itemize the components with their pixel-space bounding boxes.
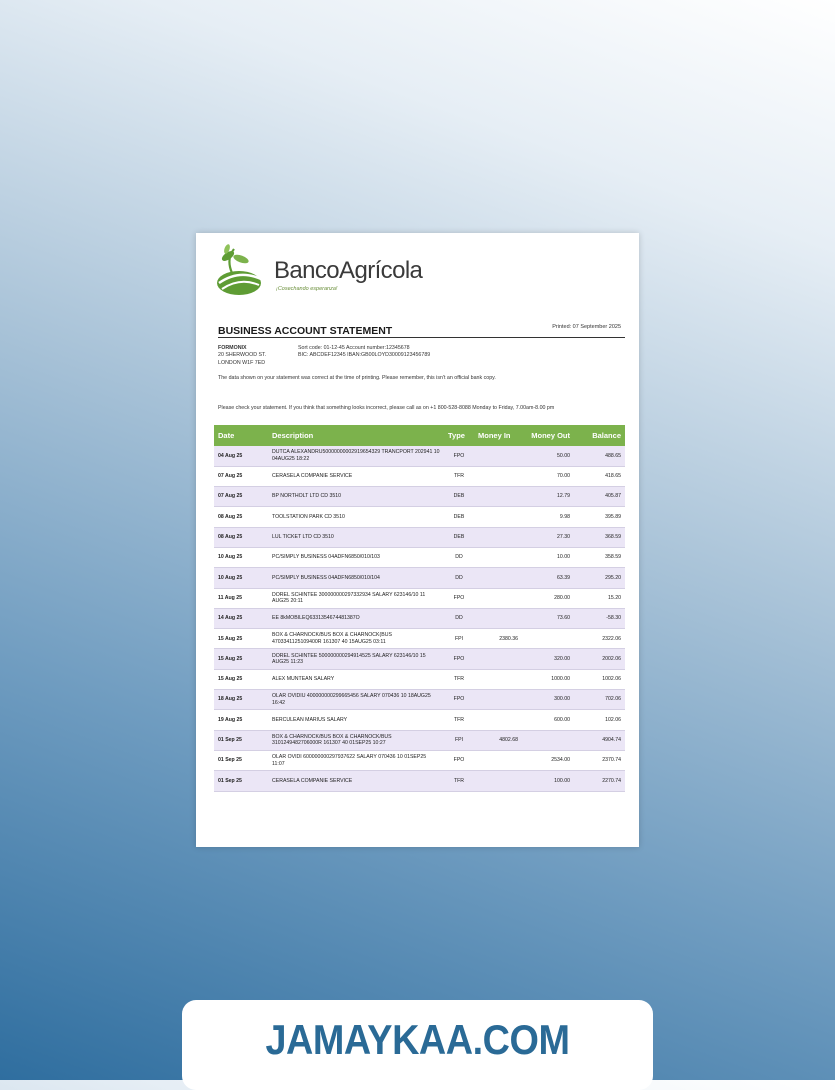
row-money-out [522, 730, 574, 750]
row-money-out [522, 629, 574, 649]
row-date: 11 Aug 25 [214, 588, 268, 608]
row-description: DOREL SCHINTEE 300000000297332934 SALARY 623146/10 11 AUG25 20:11 [268, 588, 444, 608]
row-date: 19 Aug 25 [214, 710, 268, 730]
row-description: CERASELA COMPANIE SERVICE [268, 466, 444, 486]
table-row [214, 629, 625, 649]
contact-note: Please check your statement. If you think that something looks incorrect, please call as on +1 800-528-8088 Monday to Friday, 7.00am-8.00 pm [218, 405, 555, 411]
holder-name: FORMONIX [218, 345, 247, 351]
bank-logo [212, 239, 422, 301]
row-money-in [474, 649, 522, 669]
row-money-in [474, 527, 522, 547]
row-date: 15 Aug 25 [214, 669, 268, 689]
row-type: DD [444, 568, 474, 588]
table-row [214, 771, 625, 791]
table-row [214, 568, 625, 588]
row-money-out: 50.00 [522, 446, 574, 466]
statement-page [196, 233, 639, 847]
table-row [214, 507, 625, 527]
header-date: Date [214, 425, 268, 446]
table-row [214, 588, 625, 608]
table-row [214, 669, 625, 689]
row-balance: 2002.06 [574, 649, 625, 669]
table-row [214, 649, 625, 669]
row-date: 10 Aug 25 [214, 568, 268, 588]
table-row [214, 750, 625, 770]
row-money-out: 73.60 [522, 608, 574, 628]
header-description: Description [268, 425, 444, 446]
row-money-in [474, 466, 522, 486]
bank-name: BancoAgrícola [274, 257, 423, 284]
row-type: DD [444, 608, 474, 628]
row-balance: 368.59 [574, 527, 625, 547]
row-date: 01 Sep 25 [214, 771, 268, 791]
table-row [214, 710, 625, 730]
row-balance: 405.87 [574, 487, 625, 507]
row-money-in [474, 608, 522, 628]
row-money-in [474, 771, 522, 791]
row-type: FPO [444, 446, 474, 466]
table-row [214, 446, 625, 466]
row-money-in [474, 507, 522, 527]
row-type: FPO [444, 690, 474, 710]
row-money-out: 9.98 [522, 507, 574, 527]
row-balance: 418.65 [574, 466, 625, 486]
row-balance: 2370.74 [574, 750, 625, 770]
row-date: 15 Aug 25 [214, 649, 268, 669]
row-description: EE 8kMOBILEQ6331354674481387O [268, 608, 444, 628]
row-money-out: 63.39 [522, 568, 574, 588]
row-money-in: 4802.68 [474, 730, 522, 750]
row-description: BERCULEAN MARIUS SALARY [268, 710, 444, 730]
row-balance: 15.20 [574, 588, 625, 608]
row-type: FPO [444, 750, 474, 770]
row-description: BOX & CHARNOCK/BUS BOX & CHARNOCK/BUS 3101249482706000R 161307 40 01SEP25 10:27 [268, 730, 444, 750]
row-description: DUTCA ALEXANDRU50000000002919654329 TRANCPORT 202941 10 04AUG25 18:22 [268, 446, 444, 466]
row-type: DD [444, 547, 474, 567]
row-money-out: 280.00 [522, 588, 574, 608]
transactions-table [214, 425, 625, 792]
row-balance: 4904.74 [574, 730, 625, 750]
sort-code-account: Sort code: 01-12-45 Account number:12345678 [298, 345, 410, 351]
title-divider [218, 337, 625, 338]
leaf-logo-icon [212, 239, 272, 301]
row-date: 04 Aug 25 [214, 446, 268, 466]
row-description: PC/SIMPLY BUSINESS 04ADFN6850/010/104 [268, 568, 444, 588]
row-balance: 358.59 [574, 547, 625, 567]
row-type: DEB [444, 487, 474, 507]
row-money-in [474, 690, 522, 710]
row-description: PC/SIMPLY BUSINESS 04ADFN6850/010/103 [268, 547, 444, 567]
header-balance: Balance [574, 425, 625, 446]
row-money-in [474, 710, 522, 730]
row-balance: 488.65 [574, 446, 625, 466]
row-date: 08 Aug 25 [214, 527, 268, 547]
row-money-out: 2534.00 [522, 750, 574, 770]
row-money-out: 100.00 [522, 771, 574, 791]
row-date: 10 Aug 25 [214, 547, 268, 567]
table-row [214, 466, 625, 486]
printed-date: Printed: 07 September 2025 [552, 324, 621, 330]
row-money-out: 10.00 [522, 547, 574, 567]
row-money-out: 70.00 [522, 466, 574, 486]
row-date: 08 Aug 25 [214, 507, 268, 527]
row-balance: 395.89 [574, 507, 625, 527]
row-date: 18 Aug 25 [214, 690, 268, 710]
row-money-out: 12.79 [522, 487, 574, 507]
row-date: 15 Aug 25 [214, 629, 268, 649]
accuracy-note: The data shown on your statement was correct at the time of printing. Please remember, this isn't an official bank copy. [218, 375, 496, 381]
row-money-in [474, 568, 522, 588]
table-row [214, 487, 625, 507]
row-type: FPI [444, 730, 474, 750]
row-type: DEB [444, 507, 474, 527]
table-row [214, 730, 625, 750]
bank-tagline: ¡Cosechando esperanza! [276, 286, 338, 292]
row-description: BOX & CHARNOCK/BUS BOX & CHARNOCK(BUS 4703341125109400R 161307 40 15AUG25 03:11 [268, 629, 444, 649]
header-money-out: Money Out [522, 425, 574, 446]
row-description: BP NORTHOLT LTD CD 3510 [268, 487, 444, 507]
row-money-out: 1000.00 [522, 669, 574, 689]
row-type: TFR [444, 710, 474, 730]
row-money-in [474, 588, 522, 608]
statement-title: BUSINESS ACCOUNT STATEMENT [218, 325, 393, 337]
row-date: 01 Sep 25 [214, 730, 268, 750]
row-date: 07 Aug 25 [214, 487, 268, 507]
row-description: OLAR OVIDIU 400000000299665456 SALARY 070436 10 18AUG25 16:42 [268, 690, 444, 710]
table-row [214, 690, 625, 710]
row-balance: 2270.74 [574, 771, 625, 791]
row-description: LUL TICKET LTD CD 3510 [268, 527, 444, 547]
row-date: 14 Aug 25 [214, 608, 268, 628]
header-money-in: Money In [474, 425, 522, 446]
row-type: DEB [444, 527, 474, 547]
row-date: 01 Sep 25 [214, 750, 268, 770]
row-money-out: 600.00 [522, 710, 574, 730]
row-money-in [474, 446, 522, 466]
row-money-out: 27.30 [522, 527, 574, 547]
row-balance: 702.06 [574, 690, 625, 710]
row-money-out: 300.00 [522, 690, 574, 710]
row-description: ALEX MUNTEAN SALARY [268, 669, 444, 689]
header-type: Type [444, 425, 474, 446]
table-row [214, 608, 625, 628]
row-money-in [474, 487, 522, 507]
row-money-in [474, 750, 522, 770]
row-description: CERASELA COMPANIE SERVICE [268, 771, 444, 791]
table-row [214, 527, 625, 547]
row-money-in [474, 547, 522, 567]
row-type: TFR [444, 669, 474, 689]
bic-iban: BIC: ABCDEF12345 IBAN:GB00LOYD30009123456789 [298, 352, 431, 358]
row-balance: 1002.06 [574, 669, 625, 689]
watermark-banner [182, 1000, 653, 1090]
row-money-out: 320.00 [522, 649, 574, 669]
row-balance: 102.06 [574, 710, 625, 730]
row-type: FPO [444, 588, 474, 608]
row-description: TOOLSTATION PARK CD 3510 [268, 507, 444, 527]
row-type: FPO [444, 649, 474, 669]
row-type: FPI [444, 629, 474, 649]
holder-address-line2: LONDON W1F 7ED [218, 360, 266, 366]
row-balance: 295.20 [574, 568, 625, 588]
row-money-in [474, 669, 522, 689]
row-balance: 2322.06 [574, 629, 625, 649]
row-balance: -58.30 [574, 608, 625, 628]
row-money-in: 2380.36 [474, 629, 522, 649]
table-row [214, 547, 625, 567]
holder-address-line1: 20 SHERWOOD ST. [218, 352, 267, 358]
row-date: 07 Aug 25 [214, 466, 268, 486]
watermark-text: JAMAYKAA.COM [265, 1016, 570, 1063]
row-description: OLAR OVIDI 600000000297937622 SALARY 070436 10 01SEP25 11:07 [268, 750, 444, 770]
row-type: TFR [444, 466, 474, 486]
row-description: DOREL SCHINTEE 500000000294914525 SALARY 623146/10 15 AUG25 11:23 [268, 649, 444, 669]
row-type: TFR [444, 771, 474, 791]
